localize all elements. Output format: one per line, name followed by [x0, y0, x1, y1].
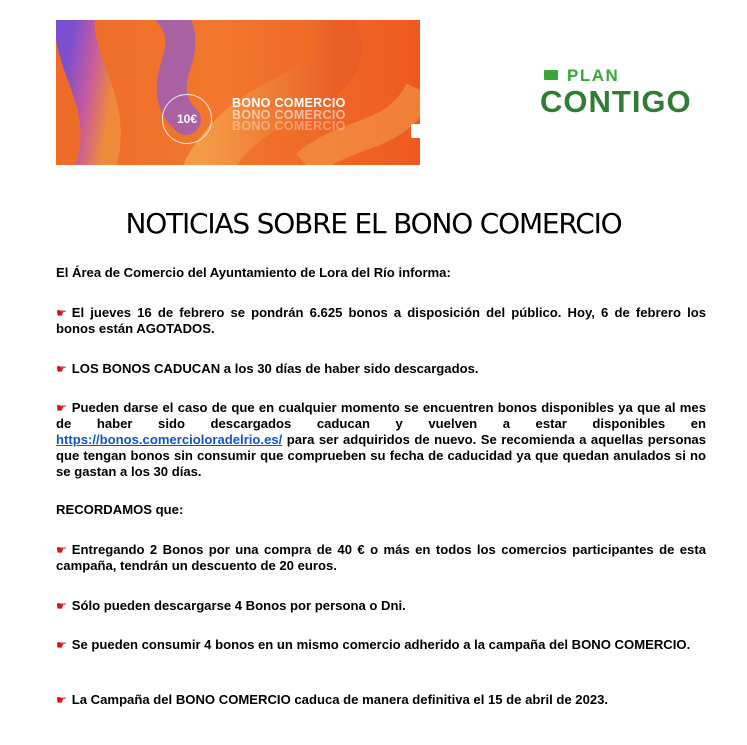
recordamos-heading: RECORDAMOS que: [56, 502, 184, 517]
reminder-item-text: Sólo pueden descargarse 4 Bonos por persona o Dni. [71, 598, 406, 613]
logo-mark-icon [544, 70, 558, 80]
town-seal-icon [411, 124, 420, 138]
reminder-item-text: La Campaña del BONO COMERCIO caduca de manera definitiva el 15 de abril de 2023. [71, 692, 609, 707]
plan-contigo-logo [540, 52, 710, 132]
pointing-hand-icon: ☛ [56, 306, 67, 320]
bonos-website-link[interactable]: https://bonos.comercioloradelrio.es/ [56, 432, 283, 447]
banner-artwork [56, 20, 420, 165]
bono-comercio-banner [56, 20, 420, 165]
news-item [56, 305, 706, 337]
banner-title-echo: BONO COMERCIO [232, 108, 346, 122]
reminder-item [56, 692, 706, 708]
news-item [56, 400, 706, 480]
reminder-item [56, 542, 706, 574]
news-item [56, 361, 706, 377]
news-item-text: para ser adquiridos de nuevo. Se recomienda a aquellas personas que tengan bonos sin consumir que comprueben su fecha de caducidad ya que quedan anulados si no se gastan a los 30 días. [56, 432, 706, 479]
pointing-hand-icon: ☛ [56, 401, 67, 415]
pointing-hand-icon: ☛ [56, 693, 67, 707]
pointing-hand-icon: ☛ [56, 599, 67, 613]
news-item-text: El jueves 16 de febrero se pondrán 6.625 bonos a disposición del público. Hoy, 6 de febrero los bonos están AGOTADOS. [56, 305, 706, 336]
reminder-item [56, 637, 706, 653]
news-item-text: Pueden darse el caso de que en cualquier momento se encuentren bonos disponibles ya que al mes de haber sido descargados caducan y vuelven a estar disponibles en [56, 400, 706, 431]
coin-value-badge: 10€ [162, 94, 212, 144]
pointing-hand-icon: ☛ [56, 362, 67, 376]
pointing-hand-icon: ☛ [56, 638, 67, 652]
reminder-item [56, 598, 706, 614]
reminder-item-text: Entregando 2 Bonos por una compra de 40 € o más en todos los comercios participantes de esta campaña, tendrán un descuento de 20 euros. [56, 542, 706, 573]
banner-title: BONO COMERCIO [232, 96, 346, 110]
logo-contigo-text: CONTIGO [540, 84, 692, 119]
pointing-hand-icon: ☛ [56, 543, 67, 557]
news-item-text: LOS BONOS CADUCAN a los 30 días de haber sido descargados. [71, 361, 479, 376]
reminder-item-text: Se pueden consumir 4 bonos en un mismo comercio adherido a la campaña del BONO COMERCIO. [71, 637, 691, 652]
page-title: NOTICIAS SOBRE EL BONO COMERCIO [125, 207, 622, 240]
intro-paragraph: El Área de Comercio del Ayuntamiento de Lora del Río informa: [56, 265, 451, 280]
logo-plan-text: PLAN [567, 66, 620, 85]
banner-title-echo: BONO COMERCIO [232, 119, 346, 133]
